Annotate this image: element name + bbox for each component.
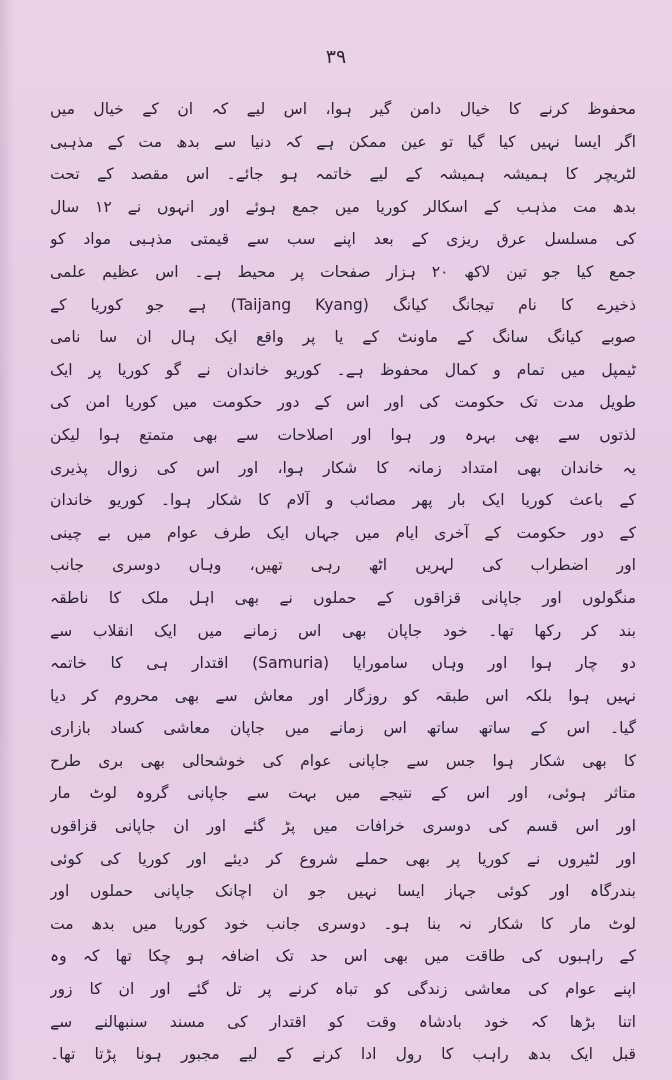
text-line: اگر ایسا نہیں کیا گیا تو عین ممکن ہے کہ دنیا سے بدھ مت کے مذہبی xyxy=(50,132,636,151)
text-line: طویل مدت تک حکومت کی اور اس کے دور حکومت میں کوریا امن کی xyxy=(50,393,636,412)
page-edge-shadow xyxy=(0,0,14,1080)
text-line: کے باعث کوریا ایک بار پھر مصائب و آلام کا شکار ہوا۔ کوریو خاندان xyxy=(50,491,636,510)
text-line: لوٹ مار کا شکار نہ بنا ہو۔ دوسری جانب خود کوریا میں بدھ مت xyxy=(50,914,636,933)
text-line: قبل ایک بدھ راہب کا رول ادا کرنے کے لیے مجبور ہونا پڑتا تھا۔ xyxy=(50,1045,636,1064)
text-line: لٹریچر کا ہمیشہ ہمیشہ کے لیے خاتمہ ہو جائے۔ اس مقصد کے تحت xyxy=(50,165,636,184)
text-line: محفوظ کرنے کا خیال دامن گیر ہوا، اس لیے کہ ان کے خیال میں xyxy=(50,100,636,118)
text-line: کی مسلسل عرق ریزی کے بعد اپنے سب سے قیمتی مذہبی مواد کو xyxy=(50,230,636,249)
text-line: لذتوں سے بھی بہرہ ور ہوا اور اصلاحات سے بھی متمتع ہوا لیکن xyxy=(50,425,636,444)
text-line: اور اضطراب کی لہریں اٹھ رہی تھیں، وہاں دوسری جانب xyxy=(50,556,636,575)
text-line: اور اس قسم کی دوسری خرافات میں پڑ گئے اور ان جاپانی قزاقوں xyxy=(50,817,636,836)
text-line: بند کر رکھا تھا۔ خود جاپان بھی اس زمانے میں ایک انقلاب سے xyxy=(50,621,636,640)
text-line: صوبے کیانگ سانگ کے ماونٹ کے یا پر واقع ایک ہال ان سا نامی xyxy=(50,328,636,347)
text-line: گیا۔ اس کے ساتھ ساتھ اس زمانے میں جاپان معاشی کساد بازاری xyxy=(50,719,636,738)
text-line: دو چار ہوا اور وہاں سامورایا (Samuria) اقتدار ہی کا خاتمہ xyxy=(50,654,636,673)
text-line: یہ خاندان بھی امتداد زمانہ کا شکار ہوا، اور اس کی زوال پذیری xyxy=(50,458,636,477)
text-line: اور لٹیروں نے کوریا پر بھی حملے شروع کر دیئے اور کوریا کی کوئی xyxy=(50,849,636,868)
text-line: اپنے عوام کی معاشی زندگی کو تباہ کرنے پر تل گئے اور ان کا زور xyxy=(50,980,636,999)
text-line: کے دور حکومت کے آخری ایام میں جہاں ایک طرف عوام میں بے چینی xyxy=(50,523,636,542)
body-text xyxy=(50,93,636,1071)
text-line: نہیں ہوا بلکہ اس طبقہ کو روزگار اور معاش سے بھی محروم کر دیا xyxy=(50,686,636,705)
text-line: کا بھی شکار ہوا جس سے جاپانی عوام کی خوشحالی بھی بری طرح xyxy=(50,751,636,770)
text-line: اتنا بڑھا کہ خود بادشاہ وقت کو اقتدار کی مسند سنبھالنے سے xyxy=(50,1012,636,1031)
text-line: کے راہبوں کی طاقت میں بھی اس حد تک اضافہ ہو چکا تھا کہ وہ xyxy=(50,947,636,966)
text-line: بندرگاہ اور کوئی جہاز ایسا نہیں جو ان اچانک جاپانی حملوں اور xyxy=(50,882,636,901)
text-line: بدھ مت مذہب کے اسکالر کوریا میں جمع ہوئے اور انہوں نے ۱۲ سال xyxy=(50,197,636,216)
text-line: متاثر ہوئی، اور اس کے نتیجے میں بہت سے جاپانی گروہ لوٹ مار xyxy=(50,784,636,803)
text-line: جمع کیا جو تین لاکھ ۲۰ ہزار صفحات پر محیط ہے۔ اس عظیم علمی xyxy=(50,262,636,281)
text-line: ٹیمپل میں تمام و کمال محفوظ ہے۔ کوریو خاندان نے گو کوریا پر ایک xyxy=(50,360,636,379)
text-line: منگولوں اور جاپانی قزاقوں کے حملوں نے بھی اہل ملک کا ناطقہ xyxy=(50,588,636,607)
page-number: ۳۹ xyxy=(325,46,347,68)
text-line: ذخیرے کا نام تیجانگ کیانگ (Taijang Kyang) ہے جو کوریا کے xyxy=(50,295,636,314)
